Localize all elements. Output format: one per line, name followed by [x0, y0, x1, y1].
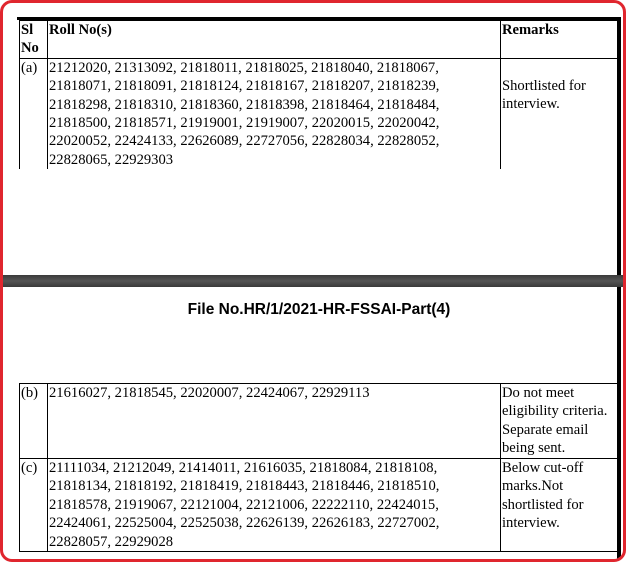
table-row [20, 384, 620, 459]
header-sl-no: Sl No [20, 21, 48, 59]
table-header-row [20, 21, 620, 59]
table-row [20, 459, 620, 552]
header-remarks: Remarks [501, 21, 620, 59]
row-sl: (b) [20, 384, 48, 459]
row-roll-numbers: 21111034, 21212049, 21414011, 21616035, 21818084, 21818108, 21818134, 21818192, 21818419, 21818443, 21818446, 21818510, 21818578, 21919067, 22121004, 22121006, 22222110, 22424015, 22424061, 22525004, 22525038, 22626139, 22626183, 22727002, 22828057, 22929028 [48, 459, 501, 552]
row-sl: (a) [20, 58, 48, 169]
header-roll-nos: Roll No(s) [48, 21, 501, 59]
table-row [20, 58, 620, 169]
row-remarks: Below cut-off marks.Not shortlisted for interview. [501, 459, 620, 552]
results-table-top [19, 20, 620, 267]
results-table-bottom [19, 383, 620, 552]
row-roll-numbers: 21616027, 21818545, 22020007, 22424067, 22929113 [48, 384, 501, 459]
row-remarks: Do not meet eligibility criteria. Separate email being sent. [501, 384, 620, 459]
file-number-footer: File No.HR/1/2021-HR-FSSAI-Part(4) [187, 301, 451, 318]
row-roll-numbers: 21212020, 21313092, 21818011, 21818025, 21818040, 21818067, 21818071, 21818091, 21818124, 21818167, 21818207, 21818239, 21818298, 21818310, 21818360, 21818398, 21818464, 21818484, 21818500, 21818571, 21919001, 21919007, 22020015, 22020042, 22020052, 22424133, 22626089, 22727056, 22828034, 22828052, 22828065, 22929303 [48, 58, 501, 169]
row-sl: (c) [20, 459, 48, 552]
table-row-empty [20, 169, 620, 267]
row-remarks: Shortlisted for interview. [501, 58, 620, 169]
page-break-band [3, 275, 626, 287]
